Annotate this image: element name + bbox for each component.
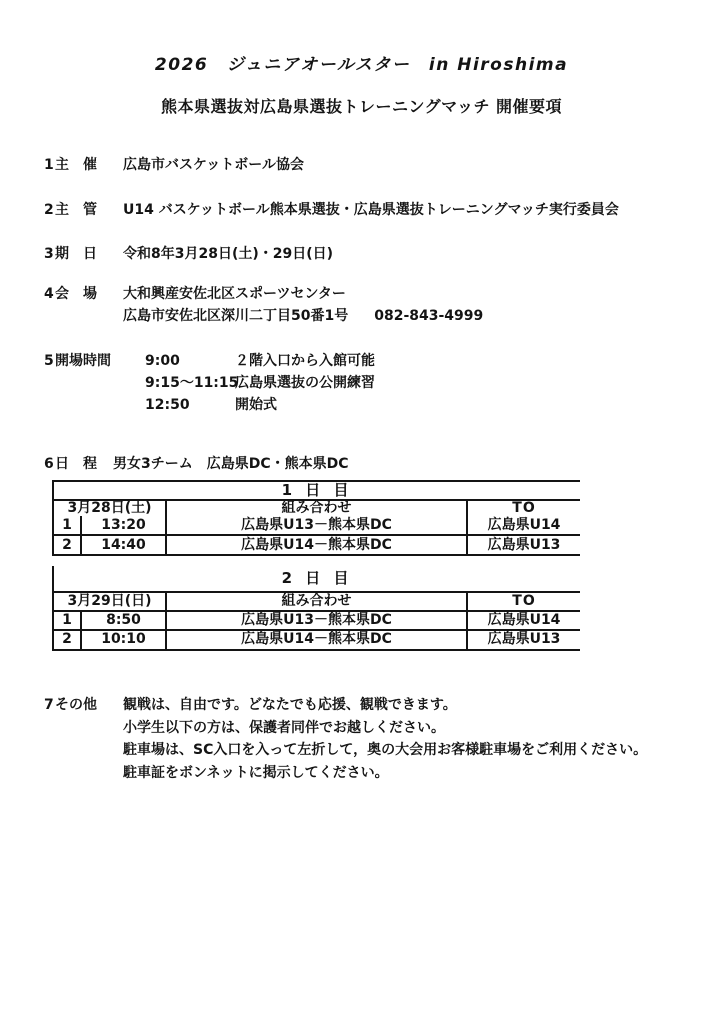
to-cell: 広島県U13 [467, 535, 580, 555]
match-row [53, 611, 580, 630]
doc-title: 2026 ジュニアオールスター in Hiroshima [154, 55, 569, 75]
item-label: 主 催 [55, 157, 97, 173]
to-cell: 広島県U14 [467, 516, 580, 535]
day-header: 2 日 目 [53, 566, 580, 592]
item-value: 男女3チーム 広島県DC・熊本県DC [113, 456, 349, 472]
matchup-cell: 広島県U13－熊本県DC [166, 516, 467, 535]
schedule-desc: ２階入口から入館可能 [235, 353, 375, 369]
match-number-cell: 1 [53, 516, 81, 535]
match-time-cell: 13:20 [81, 516, 166, 535]
item-value: 広島市バスケットボール協会 [123, 157, 305, 173]
day-header: 1 日 目 [53, 481, 580, 500]
item-number: 7 [44, 697, 54, 713]
matchup-header-cell: 組み合わせ [166, 500, 467, 516]
match-row [53, 516, 580, 535]
item-number: 4 [44, 286, 54, 302]
item-value: 令和8年3月28日(土)・29日(日) [123, 246, 334, 262]
schedule-desc: 広島県選抜の公開練習 [235, 375, 375, 391]
match-time-cell: 14:40 [81, 535, 166, 555]
schedule-time: 12:50 [145, 397, 190, 413]
to-cell: 広島県U13 [467, 630, 580, 650]
item-venue [44, 283, 483, 327]
to-header-cell: TO [467, 500, 580, 516]
item-opening-times [44, 350, 375, 416]
note-line: 駐車場は、SC入口を入って左折して，奥の大会用お客様駐車場をご利用ください。 [123, 742, 648, 758]
item-label: 主 管 [55, 202, 97, 218]
match-time-cell: 8:50 [81, 611, 166, 630]
match-number-cell: 1 [53, 611, 81, 630]
schedule-time: 9:15～11:15 [145, 375, 239, 391]
item-value: U14 バスケットボール熊本県選抜・広島県選抜トレーニングマッチ実行委員会 [123, 202, 619, 218]
schedule-desc: 開始式 [235, 397, 277, 413]
matchup-cell: 広島県U13－熊本県DC [166, 611, 467, 630]
item-program [44, 456, 349, 472]
item-host [44, 157, 304, 173]
matchup-cell: 広島県U14－熊本県DC [166, 630, 467, 650]
item-label: 会 場 [55, 286, 97, 302]
date-cell: 3月28日(土) [53, 500, 166, 516]
to-header-cell: TO [467, 592, 580, 611]
match-number-cell: 2 [53, 535, 81, 555]
venue-name: 大和興産安佐北区スポーツセンター [123, 286, 346, 302]
match-row [53, 630, 580, 650]
item-label: 期 日 [55, 246, 97, 262]
match-time-cell: 10:10 [81, 630, 166, 650]
item-number: 6 [44, 456, 54, 472]
item-dates [44, 246, 333, 262]
item-label: 開場時間 [55, 353, 111, 369]
item-number: 2 [44, 202, 54, 218]
date-cell: 3月29日(日) [53, 592, 166, 611]
doc-subtitle: 熊本県選抜対広島県選抜トレーニングマッチ 開催要項 [160, 97, 563, 116]
note-line: 駐車証をボンネットに掲示してください。 [123, 764, 389, 781]
item-number: 5 [44, 353, 54, 369]
item-label: その他 [55, 697, 97, 713]
note-line: 観戦は、自由です。どなたでも応援、観戦できます。 [123, 697, 457, 713]
item-other [44, 694, 647, 784]
schedule-table-day1 [52, 480, 580, 556]
item-admin [44, 202, 619, 218]
schedule-time: 9:00 [145, 353, 180, 369]
match-row [53, 535, 580, 555]
to-cell: 広島県U14 [467, 611, 580, 630]
schedule-table-day2 [52, 566, 580, 651]
match-number-cell: 2 [53, 630, 81, 650]
item-number: 3 [44, 246, 54, 262]
matchup-header-cell: 組み合わせ [166, 592, 467, 611]
matchup-cell: 広島県U14－熊本県DC [166, 535, 467, 555]
venue-phone: 082-843-4999 [374, 308, 484, 324]
note-line: 小学生以下の方は、保護者同伴でお越しください。 [123, 719, 445, 736]
item-number: 1 [44, 157, 54, 173]
item-label: 日 程 [55, 456, 97, 472]
venue-address: 広島市安佐北区深川二丁目50番1号 [123, 308, 349, 324]
